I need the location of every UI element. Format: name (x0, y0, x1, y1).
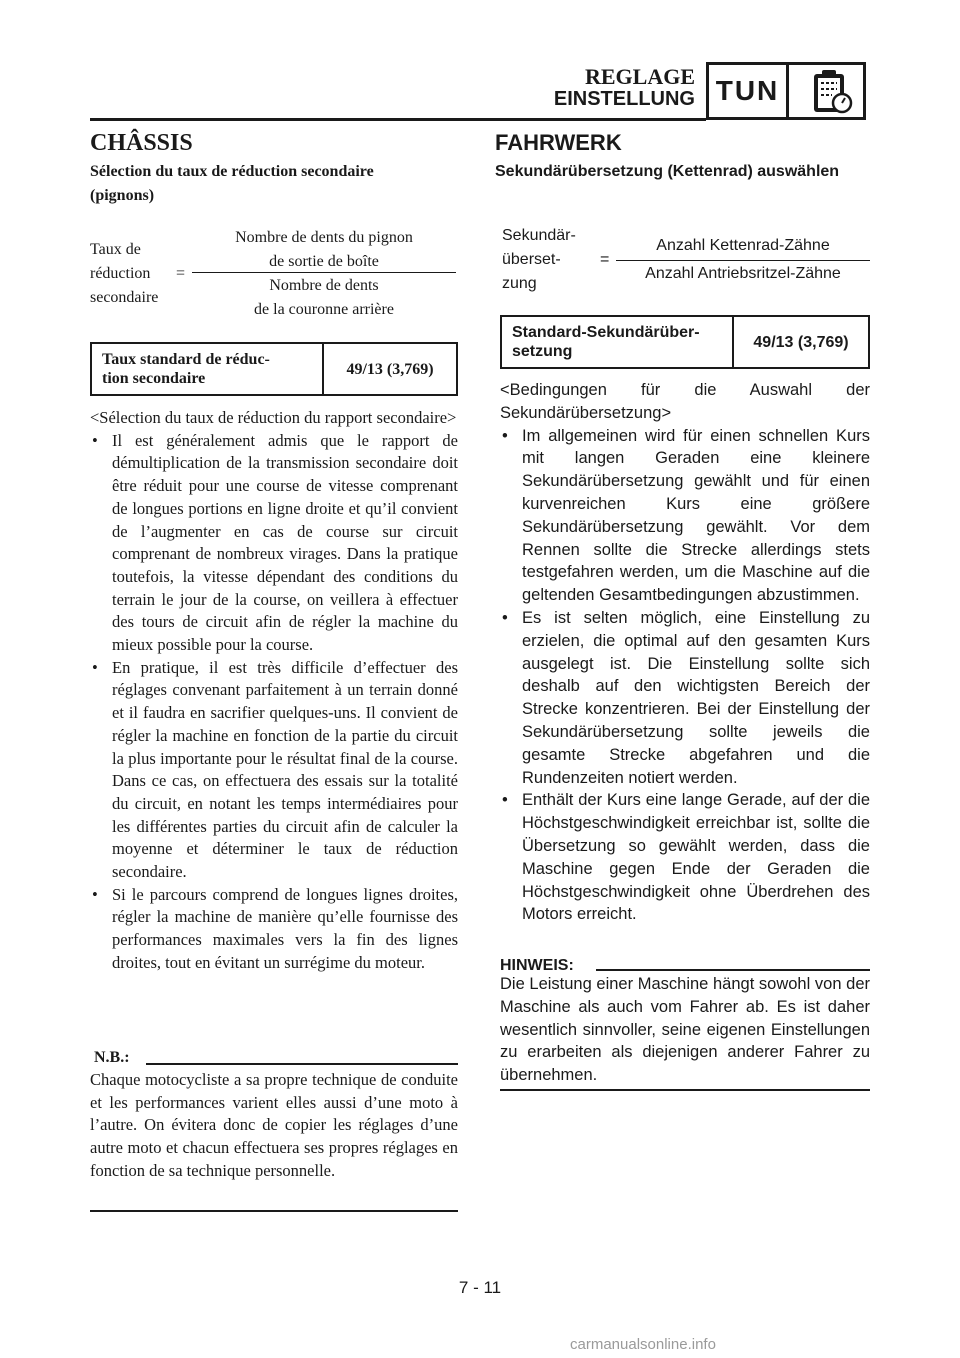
de-bullet-3: • Enthält der Kurs eine lange Gerade, auf der die Höchstgeschwindigkeit erreichbar ist, sollte die Übersetzung so gewählt werden, dass die Maschine gegen Ende der Geraden die Höchstgeschwindigkeit ohne Überdrehen des Motors erreicht. (500, 789, 870, 926)
de-note-top-rule (596, 969, 870, 971)
fr-spec-value: 49/13 (3,769) (323, 343, 457, 395)
de-spec-value: 49/13 (3,769) (733, 316, 869, 368)
fr-spec-table (90, 342, 458, 396)
de-formula-equals: = (600, 251, 610, 268)
fr-bullet-2: • En pratique, il est très difficile d’effectuer des réglages convenant parfaitement à un terrain donné et il faudra en sacrifier quelques-uns. Il convient de régler la machine en fonction de la partie du circuit la plus importante pour le résultat final de la course. Dans ce cas, on effectuera des essais sur la totalité du circuit, en notant les temps intermédiaires pour les différentes parties du circuit afin de calculer la moyenne et déterminer le taux de réduction secondaire. (90, 657, 458, 884)
de-note-bottom-rule (500, 1089, 870, 1091)
de-note-text: Die Leistung einer Maschine hängt sowohl von der Maschine als auch vom Fahrer ab. Es ist daher wesentlich sinnvoller, seine eigenen Einstellungen zu erarbeiten als diejenigen anderer Fahrer zu übernehmen. (500, 975, 870, 1085)
fr-formula-equals: = (176, 265, 186, 282)
fr-bullet-3: • Si le parcours comprend de longues lignes droites, régler la machine de manière qu’elle fournisse des performances maximales vers la fin des lignes droites, tout en évitant un surrégime du moteur. (90, 884, 458, 975)
fr-formula-numerator: Nombre de dents du pignon de sortie de boîte (235, 229, 413, 270)
de-subtitle: Sekundärübersetzung (Kettenrad) auswählen (495, 163, 840, 180)
fr-note-bottom-rule (90, 1210, 458, 1212)
fr-conditions-intro: <Sélection du taux de réduction du rapport secondaire> (90, 408, 457, 427)
fr-bullet-1: • Il est généralement admis que le rapport de démultiplication de la transmission secondaire doit être réduit pour une course de vitesse comprenant de longues portions en ligne droite et qu’il convient de l’augmenter en cas de course sur circuit comprenant de nombreux virages. Dans la pratique toutefois, la vitesse dépendant des conditions du terrain le jour de la course, on veillera à effectuer des tours de circuit afin de régler la machine du mieux possible pour la course. (90, 430, 458, 657)
header-section-fr: REGLAGE (584, 64, 695, 89)
de-spec-label: Standard-Sekundärüber- setzung (501, 316, 733, 368)
page-number: 7 - 11 (458, 1278, 502, 1297)
de-formula-numerator: Anzahl Kettenrad-Zähne (656, 237, 830, 254)
watermark: carmanualsonline.info (570, 1336, 716, 1353)
de-bullet-1: • Im allgemeinen wird für einen schnellen Kurs mit langen Geraden eine kleinere Sekundärübersetzung gewählt und für einen kurvenreichen Kurs eine größere Sekundärübersetzung gewählt. Vor dem Rennen sollte die Strecke allerdings stets testgefahren werden, um die Maschine auf die geltenden Gesamtbedingungen abzustimmen. (500, 425, 870, 607)
fr-section-title: CHÂSSIS (90, 130, 193, 156)
de-section-title: FAHRWERK (495, 130, 622, 155)
fr-note-top-rule (146, 1063, 458, 1065)
fr-note-label: N.B.: (94, 1049, 130, 1066)
fr-subtitle: Sélection du taux de réduction secondaire (pignons) (90, 163, 374, 204)
fr-fraction-bar (192, 272, 456, 273)
de-body (500, 379, 870, 926)
fr-spec-label: Taux standard de réduc- tion secondaire (91, 343, 323, 395)
de-fraction-bar (616, 260, 870, 261)
de-bullet-2: • Es ist selten möglich, eine Einstellung zu erzielen, die optimal auf den gesamten Kurs ausgelegt ist. Die Einstellung sollte sich deshalb auf den wichtigsten Bereich der Strecke konzentrieren. Bei der Einstellung der Sekundärübersetzung sollte jeweils die gesamte Strecke abgefahren und die Rundenzeiten notiert werden. (500, 607, 870, 789)
fr-body (90, 407, 458, 975)
clipboard-stopwatch-icon (806, 68, 856, 116)
de-formula-denominator: Anzahl Antriebsritzel-Zähne (645, 265, 841, 282)
de-spec-table (500, 315, 870, 369)
fr-formula-denominator: Nombre de dents de la couronne arrière (254, 277, 394, 318)
header-rule (90, 118, 706, 121)
de-conditions-intro: <Bedingungen für die Auswahl der Sekundärübersetzung> (500, 381, 870, 422)
de-note-label: HINWEIS: (500, 957, 574, 974)
header-code: TUN (709, 65, 789, 117)
fr-formula-label: Taux de réduction secondaire (90, 241, 159, 306)
de-formula-label: Sekundär- überset- zung (502, 227, 576, 292)
header-section-de: EINSTELLUNG (553, 88, 695, 110)
fr-note-text: Chaque motocycliste a sa propre technique de conduite et les performances varient elles aussi d’une moto à l’autre. On évitera donc de copier les réglages d’une autre moto et chacun effectuera ses propres réglages en fonction de sa technique personnelle. (90, 1070, 458, 1180)
